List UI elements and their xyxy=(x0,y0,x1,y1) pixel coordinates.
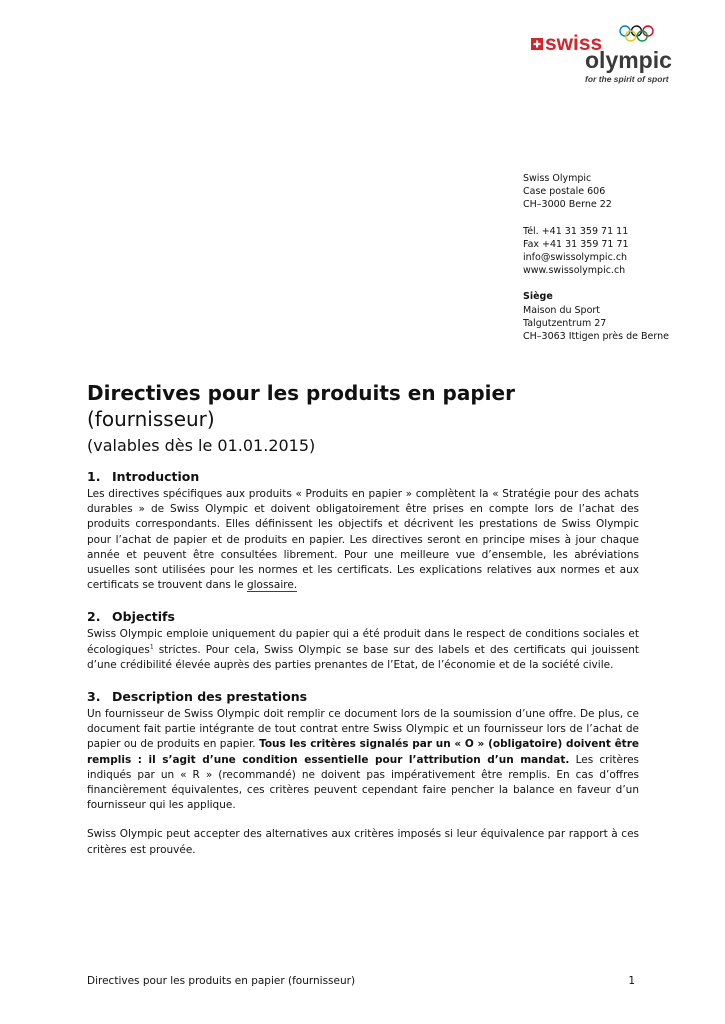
paragraph-text: Les critères indiqués par un « R » (recommandé) ne doivent pas impérativement être remplis. En cas d’offres financièrement équivalentes, ces critères peuvent cependant faire pencher la balance en faveur d’un fournisseur qui les applique. xyxy=(87,753,639,812)
section-title: Objectifs xyxy=(112,609,175,625)
section-title: Introduction xyxy=(112,469,200,484)
section-heading xyxy=(87,609,639,625)
footer-title: Directives pour les produits en papier (fournisseur) xyxy=(87,975,356,987)
swiss-cross-icon xyxy=(531,38,543,50)
logo-tagline: for the spirit of sport xyxy=(585,74,669,84)
section-number: 2. xyxy=(87,609,101,625)
paragraph xyxy=(87,707,639,813)
footnote-ref[interactable]: 1 xyxy=(149,643,154,651)
section-number: 3. xyxy=(87,689,101,705)
swiss-olympic-logo xyxy=(528,20,688,90)
address-fax: Fax +41 31 359 71 71 xyxy=(523,238,629,250)
page-footer xyxy=(87,975,639,987)
document-body xyxy=(87,380,639,858)
siege-label: Siège xyxy=(523,291,553,303)
paragraph: Swiss Olympic peut accepter des alternatives aux critères imposés si leur équivalence par rapport à ces critères est prouvée. xyxy=(87,828,639,856)
address-box: Case postale 606 xyxy=(523,186,606,198)
logo-olympic-text: olympic xyxy=(585,47,672,73)
title-bold: Directives pour les produits en papier xyxy=(87,381,515,405)
paragraph-text: strictes. Pour cela, Swiss Olympic se base sur des labels et des certificats qui jouissent d’une crédibilité élevée auprès des parties prenantes de l’Etat, de l’économie et de la société civile. xyxy=(87,643,639,671)
section-introduction xyxy=(87,469,639,593)
logo-swiss-text: swiss xyxy=(545,32,603,55)
siege-name: Maison du Sport xyxy=(523,304,601,316)
paragraph-text: Swiss Olympic emploie uniquement du papier qui a été produit dans le respect de conditions sociales et écologiques xyxy=(87,628,639,656)
title-light: (fournisseur) xyxy=(87,407,215,431)
address-tel: Tél. +41 31 359 71 11 xyxy=(523,225,629,237)
document-title xyxy=(87,380,639,432)
paragraph-text: Un fournisseur de Swiss Olympic doit remplir ce document lors de la soumission d’une offre. De plus, ce document fait partie intégrante de tout contrat entre Swiss Olympic et un fournisseur lors de l’achat de papier ou de produits en papier. xyxy=(87,708,639,751)
section-heading xyxy=(87,469,639,485)
paragraph-text: Les directives spécifiques aux produits « Produits en papier » complètent la « Stratégie pour des achats durables » de Swiss Olympic et doivent obligatoirement être prises en compte lors de l’achat des produits correspondants. Elles définissent les objectifs et décrivent les prestations de Swiss Olympic pour l’achat de papier et de produits en papier. Les directives seront en principe mises à jour chaque année et peuvent être consultées librement. Pour une meilleure vue d’ensemble, les abréviations usuelles sont utilisées pour les normes et les certificats. Les explications relatives aux normes et aux certificats se trouvent dans le xyxy=(87,488,639,592)
section-number: 1. xyxy=(87,469,101,484)
paragraph-bold-text: Tous les critères signalés par un « O » (obligatoire) doivent être remplis : il s’agit d’une condition essentielle pour l’attribution d’un mandat. xyxy=(87,738,640,766)
address-city: CH–3000 Berne 22 xyxy=(523,199,612,211)
siege-city: CH–3063 Ittigen près de Berne xyxy=(523,331,669,343)
section-title: Description des prestations xyxy=(112,689,308,705)
address-block xyxy=(523,172,669,343)
section-objectifs xyxy=(87,609,639,673)
olympic-rings-icon xyxy=(620,26,653,41)
address-org: Swiss Olympic xyxy=(523,173,592,184)
address-web[interactable]: www.swissolympic.ch xyxy=(523,265,626,277)
glossary-link[interactable]: glossaire. xyxy=(246,579,298,592)
document-subtitle: (valables dès le 01.01.2015) xyxy=(87,436,316,455)
section-prestations xyxy=(87,689,639,858)
siege-street: Talgutzentrum 27 xyxy=(523,317,607,329)
section-heading xyxy=(87,689,639,705)
paragraph xyxy=(87,487,639,593)
address-email[interactable]: info@swissolympic.ch xyxy=(523,252,628,264)
paragraph xyxy=(87,627,639,673)
page-number: 1 xyxy=(628,975,635,987)
